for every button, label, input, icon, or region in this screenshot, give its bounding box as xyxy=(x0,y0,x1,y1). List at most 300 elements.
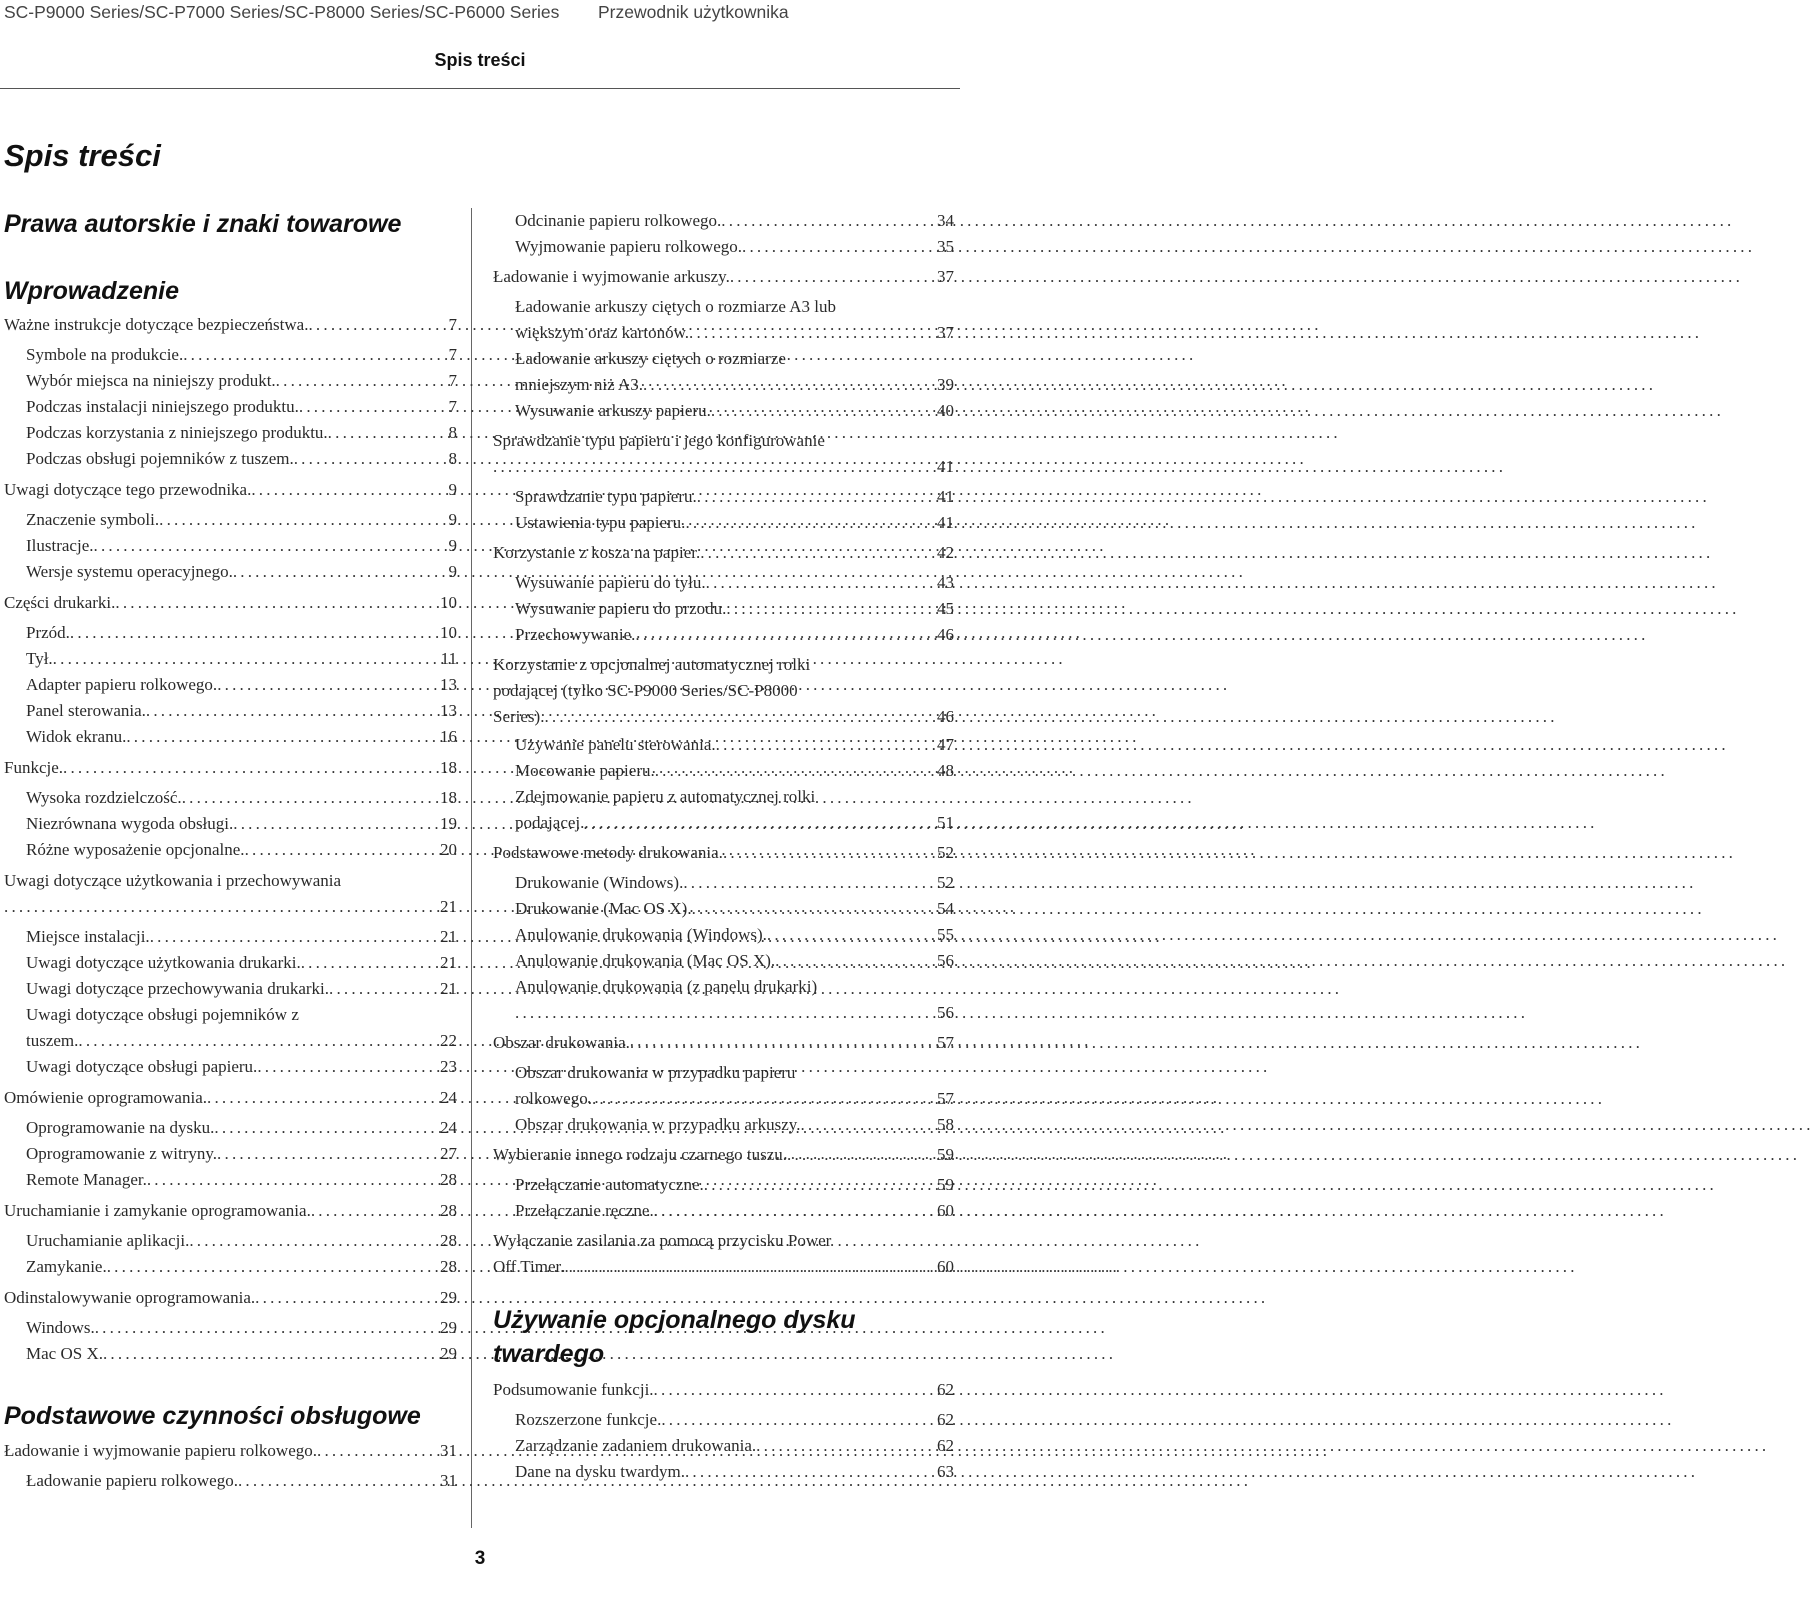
toc-entry[interactable] xyxy=(26,1167,457,1193)
toc-leader xyxy=(78,1028,438,1054)
toc-entry-title: Podczas instalacji niniejszego produktu. xyxy=(26,397,299,416)
toc-entry[interactable] xyxy=(4,1438,457,1464)
toc-entry[interactable] xyxy=(515,208,954,234)
toc-entry[interactable] xyxy=(493,1030,954,1056)
page-number: 3 xyxy=(474,1548,486,1569)
toc-leader xyxy=(147,1167,438,1193)
toc-page-number: 39 xyxy=(937,375,954,394)
toc-page-number: 42 xyxy=(937,543,954,562)
toc-leader xyxy=(584,810,935,836)
toc-entry[interactable] xyxy=(4,755,457,781)
toc-page-number: 37 xyxy=(937,267,954,286)
header-guide-title: Przewodnik użytkownika xyxy=(598,2,789,22)
toc-entry[interactable] xyxy=(26,559,457,585)
toc-entry-title: Używanie panelu sterowania. xyxy=(515,735,716,754)
toc-entry-title: Obszar drukowania. xyxy=(493,1033,630,1052)
toc-leader xyxy=(767,922,935,948)
toc-leader xyxy=(238,1468,438,1494)
toc-page-number: 43 xyxy=(937,573,954,592)
toc-page-number: 51 xyxy=(937,813,954,832)
toc-page-number: 18 xyxy=(440,788,457,807)
toc-leader xyxy=(299,394,447,420)
toc-entry[interactable] xyxy=(4,1198,457,1224)
header-divider xyxy=(0,88,960,89)
toc-entry-title: Niezrównana wygoda obsługi. xyxy=(26,814,234,833)
toc-entry[interactable] xyxy=(26,811,457,837)
toc-leader xyxy=(276,368,447,394)
toc-entry[interactable] xyxy=(26,1228,457,1254)
toc-entry[interactable] xyxy=(26,368,457,394)
toc-entry[interactable] xyxy=(26,724,457,750)
toc-page-number: 63 xyxy=(937,1462,954,1481)
toc-entry-title: Przód. xyxy=(26,623,70,642)
toc-entry[interactable] xyxy=(4,590,457,616)
toc-entry[interactable] xyxy=(515,346,954,398)
toc-entry-title: Uwagi dotyczące użytkowania drukarki. xyxy=(26,953,301,972)
toc-entry[interactable] xyxy=(26,924,457,950)
toc-entry[interactable] xyxy=(4,312,457,338)
toc-page-number: 58 xyxy=(937,1115,954,1134)
toc-page-number: 9 xyxy=(448,480,457,499)
toc-entry[interactable] xyxy=(26,785,457,811)
header-section-title: Spis treści xyxy=(434,50,526,70)
toc-entry-title: Uwagi dotyczące tego przewodnika. xyxy=(4,480,252,499)
toc-leader xyxy=(317,1438,438,1464)
toc-chapter-heading-line2[interactable]: twardego xyxy=(493,1340,605,1368)
toc-entry[interactable] xyxy=(26,1141,457,1167)
toc-page-number: 60 xyxy=(937,1257,954,1276)
toc-entry-title: Wysuwanie arkuszy papieru. xyxy=(515,401,711,420)
toc-entry[interactable] xyxy=(26,1468,457,1494)
toc-page-number: 10 xyxy=(440,623,457,642)
toc-entry-title: Oprogramowanie na dysku. xyxy=(26,1118,215,1137)
toc-entry-title-line1: Ładowanie arkuszy ciętych o rozmiarze xyxy=(515,349,786,368)
toc-entry[interactable] xyxy=(26,672,457,698)
toc-page-number: 54 xyxy=(937,899,954,918)
toc-page-number: 62 xyxy=(937,1410,954,1429)
toc-entry[interactable] xyxy=(515,1433,954,1459)
toc-entry[interactable] xyxy=(493,1142,954,1168)
toc-entry[interactable] xyxy=(26,976,457,1002)
toc-entry[interactable] xyxy=(515,1112,954,1138)
toc-page-number: 28 xyxy=(440,1201,457,1220)
toc-entry-title: Obszar drukowania w przypadku arkuszy. xyxy=(515,1115,801,1134)
toc-entry-title: Podczas obsługi pojemników z tuszem. xyxy=(26,449,294,468)
toc-entry-title-line1: Obszar drukowania w przypadku papieru xyxy=(515,1063,796,1082)
toc-page-number: 60 xyxy=(937,1201,954,1220)
toc-leader xyxy=(257,1054,438,1080)
toc-entry-title-line1: Sprawdzanie typu papieru i jego konfigurowanie xyxy=(493,431,825,450)
toc-entry[interactable] xyxy=(515,784,954,836)
toc-leader xyxy=(103,1341,438,1367)
toc-leader xyxy=(630,1030,935,1056)
toc-entry[interactable] xyxy=(515,398,954,424)
toc-leader xyxy=(692,896,935,922)
toc-entry-title: Ładowanie papieru rolkowego. xyxy=(26,1471,238,1490)
toc-entry[interactable] xyxy=(26,420,457,446)
toc-entry[interactable] xyxy=(26,950,457,976)
toc-chapter-heading[interactable]: Używanie opcjonalnego dysku xyxy=(493,1306,856,1334)
toc-entry-title: Drukowanie (Mac OS X). xyxy=(515,899,692,918)
toc-leader xyxy=(515,1000,935,1026)
page-header xyxy=(0,0,960,32)
toc-page-number: 28 xyxy=(440,1170,457,1189)
toc-entry-title: Widok ekranu. xyxy=(26,727,127,746)
toc-entry-title: mniejszym niż A3. xyxy=(515,375,643,394)
toc-entry-title: Wyjmowanie papieru rolkowego. xyxy=(515,237,742,256)
toc-page-number: 48 xyxy=(937,761,954,780)
toc-page-number: 41 xyxy=(937,487,954,506)
toc-leader xyxy=(730,264,935,290)
toc-leader xyxy=(53,646,439,672)
toc-entry-title: Ustawienia typu papieru. xyxy=(515,513,686,532)
toc-page-number: 21 xyxy=(440,953,457,972)
toc-entry[interactable] xyxy=(493,652,954,730)
toc-leader xyxy=(655,758,935,784)
toc-entry-title: Drukowanie (Windows). xyxy=(515,873,684,892)
toc-entry-title: Uwagi dotyczące przechowywania drukarki. xyxy=(26,979,330,998)
toc-leader xyxy=(711,398,935,424)
toc-page-number: 21 xyxy=(440,927,457,946)
toc-leader xyxy=(233,559,447,585)
toc-entry-title: Omówienie oprogramowania. xyxy=(4,1088,207,1107)
toc-page-number: 52 xyxy=(937,843,954,862)
toc-entry-title: Znaczenie symboli. xyxy=(26,510,160,529)
toc-entry[interactable] xyxy=(515,870,954,896)
toc-leader xyxy=(721,208,935,234)
toc-entry[interactable] xyxy=(26,1341,457,1367)
toc-leader xyxy=(635,622,935,648)
toc-leader xyxy=(233,811,438,837)
toc-entry-title: Zarządzanie zadaniem drukowania. xyxy=(515,1436,757,1455)
toc-page-number: 27 xyxy=(440,1144,457,1163)
toc-page-number: 11 xyxy=(440,649,457,668)
toc-entry-title: Przełączanie ręczne. xyxy=(515,1201,654,1220)
toc-leader xyxy=(207,1085,438,1111)
toc-entry-title-line2: podającej (tylko SC-P9000 Series/SC-P8000 xyxy=(493,681,798,700)
toc-entry[interactable] xyxy=(515,294,954,346)
toc-leader xyxy=(245,837,438,863)
toc-entry[interactable] xyxy=(26,1315,457,1341)
toc-page-number: 20 xyxy=(440,840,457,859)
toc-entry-title: Remote Manager. xyxy=(26,1170,147,1189)
toc-page-number: 24 xyxy=(440,1118,457,1137)
toc-entry[interactable] xyxy=(515,570,954,596)
toc-entry[interactable] xyxy=(26,1054,457,1080)
toc-page-number: 59 xyxy=(937,1175,954,1194)
toc-leader xyxy=(217,672,438,698)
toc-entry-title: Wybieranie innego rodzaju czarnego tuszu. xyxy=(493,1145,787,1164)
toc-leader xyxy=(70,620,438,646)
toc-page-number: 29 xyxy=(440,1344,457,1363)
toc-entry[interactable] xyxy=(26,533,457,559)
toc-entry[interactable] xyxy=(515,234,954,260)
toc-entry[interactable] xyxy=(26,394,457,420)
toc-entry-title-line1: Wyłączanie zasilania za pomocą przycisku Power xyxy=(493,1231,832,1250)
toc-leader xyxy=(255,1285,438,1311)
toc-page-number: 21 xyxy=(440,897,457,916)
toc-entry-title: Odinstalowywanie oprogramowania. xyxy=(4,1288,256,1307)
toc-entry[interactable] xyxy=(26,837,457,863)
toc-page-number: 22 xyxy=(440,1031,457,1050)
toc-page-number: 13 xyxy=(440,701,457,720)
toc-page-number: 40 xyxy=(937,401,954,420)
toc-entry-title: Podstawowe metody drukowania. xyxy=(493,843,723,862)
toc-page-number: 46 xyxy=(937,625,954,644)
toc-leader xyxy=(182,785,438,811)
toc-entry-title: Przełączanie automatyczne. xyxy=(515,1175,704,1194)
toc-page-number: 56 xyxy=(937,1003,954,1022)
toc-page-number: 16 xyxy=(440,727,457,746)
toc-chapter-heading[interactable]: Wprowadzenie xyxy=(4,277,180,305)
toc-entry-title: Anulowanie drukowania (Mac OS X). xyxy=(515,951,776,970)
toc-page-number: 8 xyxy=(448,449,457,468)
toc-leader xyxy=(800,1112,935,1138)
toc-entry-title: Symbole na produkcie. xyxy=(26,345,184,364)
toc-entry-title-line1: Uwagi dotyczące obsługi pojemników z xyxy=(26,1005,299,1024)
toc-entry-title: Tył. xyxy=(26,649,53,668)
toc-page-number: 29 xyxy=(440,1318,457,1337)
toc-page-number: 7 xyxy=(448,315,457,334)
toc-entry[interactable] xyxy=(515,1172,954,1198)
toc-leader xyxy=(251,477,446,503)
toc-entry-title: Części drukarki. xyxy=(4,593,116,612)
toc-entry-title: Mocowanie papieru. xyxy=(515,761,655,780)
toc-page-number: 57 xyxy=(937,1089,954,1108)
toc-entry-title: Korzystanie z kosza na papier. xyxy=(493,543,701,562)
toc-entry[interactable] xyxy=(515,484,954,510)
toc-entry-title: Wysoka rozdzielczość. xyxy=(26,788,182,807)
toc-page-number: 7 xyxy=(448,345,457,364)
toc-entry-title: Wybór miejsca na niniejszy produkt. xyxy=(26,371,276,390)
toc-page-number: 62 xyxy=(937,1436,954,1455)
toc-page-number: 52 xyxy=(937,873,954,892)
toc-page-number: 29 xyxy=(440,1288,457,1307)
toc-entry-title: Ładowanie i wyjmowanie arkuszy. xyxy=(493,267,730,286)
toc-chapter-heading[interactable]: Prawa autorskie i znaki towarowe xyxy=(4,210,402,238)
toc-entry[interactable] xyxy=(26,698,457,724)
toc-page-number: 35 xyxy=(937,237,954,256)
toc-entry[interactable] xyxy=(493,540,954,566)
toc-leader xyxy=(704,1172,935,1198)
toc-page-number: 56 xyxy=(937,951,954,970)
toc-leader xyxy=(4,894,438,920)
toc-entry[interactable] xyxy=(515,896,954,922)
toc-entry-title: Odcinanie papieru rolkowego. xyxy=(515,211,722,230)
toc-leader xyxy=(654,1198,935,1224)
toc-leader xyxy=(775,948,935,974)
toc-entry-title: Uruchamianie i zamykanie oprogramowania. xyxy=(4,1201,311,1220)
toc-page-number: 8 xyxy=(448,423,457,442)
toc-entry[interactable] xyxy=(515,758,954,784)
toc-leader xyxy=(126,724,438,750)
toc-entry-title: Mac OS X. xyxy=(26,1344,103,1363)
toc-leader xyxy=(592,1086,935,1112)
toc-entry-title: Anulowanie drukowania (Windows). xyxy=(515,925,767,944)
toc-page-number: 9 xyxy=(448,510,457,529)
toc-entry-title: Dane na dysku twardym. xyxy=(515,1462,685,1481)
toc-leader xyxy=(107,1254,438,1280)
toc-leader xyxy=(94,533,447,559)
toc-page-number: 31 xyxy=(440,1471,457,1490)
toc-entry[interactable] xyxy=(493,1228,954,1280)
toc-page-number: 59 xyxy=(937,1145,954,1164)
toc-page-number: 18 xyxy=(440,758,457,777)
toc-page-number: 23 xyxy=(440,1057,457,1076)
toc-page-number: 10 xyxy=(440,593,457,612)
toc-leader xyxy=(183,342,446,368)
toc-leader xyxy=(700,540,935,566)
toc-entry[interactable] xyxy=(515,622,954,648)
toc-entry[interactable] xyxy=(26,620,457,646)
toc-entry[interactable] xyxy=(4,477,457,503)
toc-page-number: 57 xyxy=(937,1033,954,1052)
toc-entry[interactable] xyxy=(4,1285,457,1311)
toc-leader xyxy=(661,1407,935,1433)
toc-leader xyxy=(716,732,935,758)
toc-entry[interactable] xyxy=(4,1085,457,1111)
toc-page-number: 9 xyxy=(448,562,457,581)
toc-entry[interactable] xyxy=(26,1115,457,1141)
toc-page-number: 19 xyxy=(440,814,457,833)
toc-leader xyxy=(308,312,446,338)
toc-page-number: 28 xyxy=(440,1231,457,1250)
toc-entry-title: Series). xyxy=(493,707,545,726)
toc-entry-title-line1: Anulowanie drukowania (z panelu drukarki) xyxy=(515,977,818,996)
toc-leader xyxy=(217,1141,438,1167)
toc-entry-title: Ładowanie i wyjmowanie papieru rolkowego. xyxy=(4,1441,317,1460)
toc-page-number: 7 xyxy=(448,371,457,390)
toc-leader xyxy=(95,1315,438,1341)
toc-leader xyxy=(654,1377,935,1403)
toc-page-number: 34 xyxy=(937,211,954,230)
toc-leader xyxy=(294,446,447,472)
toc-page-number: 47 xyxy=(937,735,954,754)
toc-leader xyxy=(565,1254,936,1280)
toc-entry-title: Sprawdzanie typu papieru. xyxy=(515,487,697,506)
toc-leader xyxy=(697,484,935,510)
toc-entry-title: Przechowywanie. xyxy=(515,625,636,644)
toc-leader xyxy=(544,704,935,730)
toc-entry[interactable] xyxy=(26,1002,457,1054)
toc-entry-title: Oprogramowanie z witryny. xyxy=(26,1144,218,1163)
toc-leader xyxy=(146,698,438,724)
toc-entry-title: Miejsce instalacji. xyxy=(26,927,150,946)
toc-entry[interactable] xyxy=(26,342,457,368)
toc-leader xyxy=(787,1142,935,1168)
toc-entry-title-line1: Uwagi dotyczące użytkowania i przechowywania xyxy=(4,871,342,890)
toc-leader xyxy=(301,950,438,976)
toc-entry[interactable] xyxy=(515,1407,954,1433)
toc-page-number: 7 xyxy=(448,397,457,416)
toc-entry-title: Podsumowanie funkcji. xyxy=(493,1380,654,1399)
toc-entry-title: Wersje systemu operacyjnego. xyxy=(26,562,233,581)
toc-leader xyxy=(689,320,935,346)
header-product: SC-P9000 Series/SC-P7000 Series/SC-P8000 Series/SC-P6000 Series xyxy=(4,2,560,22)
toc-entry-title: Ważne instrukcje dotyczące bezpieczeństwa. xyxy=(4,315,309,334)
toc-chapter-heading[interactable]: Podstawowe czynności obsługowe xyxy=(4,1402,421,1430)
toc-leader xyxy=(683,870,935,896)
toc-entry[interactable] xyxy=(26,646,457,672)
toc-page-number: 62 xyxy=(937,1380,954,1399)
toc-page-number: 13 xyxy=(440,675,457,694)
toc-entry-title: Uwagi dotyczące obsługi papieru. xyxy=(26,1057,258,1076)
toc-page-number: 28 xyxy=(440,1257,457,1276)
toc-entry[interactable] xyxy=(493,264,954,290)
toc-entry[interactable] xyxy=(26,1254,457,1280)
toc-entry-title: podającej. xyxy=(515,813,585,832)
toc-entry-title: Panel sterowania. xyxy=(26,701,146,720)
toc-entry[interactable] xyxy=(515,596,954,622)
toc-leader xyxy=(643,372,935,398)
toc-page-number: 31 xyxy=(440,1441,457,1460)
toc-entry-title-line1: Korzystanie z opcjonalnej automatycznej rolki xyxy=(493,655,811,674)
toc-leader xyxy=(706,570,935,596)
toc-leader xyxy=(742,234,935,260)
toc-page-number: 41 xyxy=(937,513,954,532)
toc-entry[interactable] xyxy=(26,446,457,472)
toc-entry-title: Wysuwanie papieru do tyłu. xyxy=(515,573,706,592)
toc-leader xyxy=(685,510,935,536)
toc-entry-title: Zamykanie. xyxy=(26,1257,107,1276)
toc-entry[interactable] xyxy=(493,840,954,866)
toc-entry[interactable] xyxy=(4,868,457,920)
toc-entry-title: większym oraz kartonów. xyxy=(515,323,690,342)
toc-entry-title: Podczas korzystania z niniejszego produktu. xyxy=(26,423,328,442)
toc-entry-title: Rozszerzone funkcje. xyxy=(515,1410,662,1429)
toc-page-number: 46 xyxy=(937,707,954,726)
toc-entry[interactable] xyxy=(515,948,954,974)
toc-leader xyxy=(685,1459,935,1485)
toc-entry[interactable] xyxy=(515,922,954,948)
toc-entry-title: rolkowego. xyxy=(515,1089,592,1108)
toc-leader xyxy=(328,420,447,446)
toc-page-number: 9 xyxy=(448,536,457,555)
toc-leader xyxy=(723,840,935,866)
toc-leader xyxy=(63,755,438,781)
toc-entry[interactable] xyxy=(515,510,954,536)
toc-entry-title: Adapter papieru rolkowego. xyxy=(26,675,218,694)
toc-entry[interactable] xyxy=(515,1459,954,1485)
toc-leader xyxy=(150,924,438,950)
toc-entry[interactable] xyxy=(26,507,457,533)
toc-leader xyxy=(756,1433,935,1459)
toc-leader xyxy=(329,976,438,1002)
toc-page-number: 21 xyxy=(440,979,457,998)
toc-leader xyxy=(311,1198,438,1224)
toc-page-number: 24 xyxy=(440,1088,457,1107)
toc-entry-title: Off Timer. xyxy=(493,1257,565,1276)
toc-page-number: 37 xyxy=(937,323,954,342)
toc-entry[interactable] xyxy=(493,1377,954,1403)
toc-leader xyxy=(159,507,446,533)
toc-entry-title: tuszem. xyxy=(26,1031,79,1050)
toc-entry[interactable] xyxy=(493,428,954,480)
toc-entry-title: Windows. xyxy=(26,1318,95,1337)
toc-entry-title: Różne wyposażenie opcjonalne. xyxy=(26,840,245,859)
toc-entry[interactable] xyxy=(515,732,954,758)
toc-entry-title-line1: Ładowanie arkuszy ciętych o rozmiarze A3 lub xyxy=(515,297,836,316)
toc-page-number: 45 xyxy=(937,599,954,618)
toc-entry[interactable] xyxy=(515,1198,954,1224)
toc-page-number: 55 xyxy=(937,925,954,944)
toc-entry[interactable] xyxy=(515,974,954,1026)
toc-entry-title: Wysuwanie papieru do przodu. xyxy=(515,599,727,618)
toc-entry-title: Ilustracje. xyxy=(26,536,94,555)
page-title: Spis treści xyxy=(4,138,161,173)
toc-leader xyxy=(726,596,935,622)
toc-entry[interactable] xyxy=(515,1060,954,1112)
